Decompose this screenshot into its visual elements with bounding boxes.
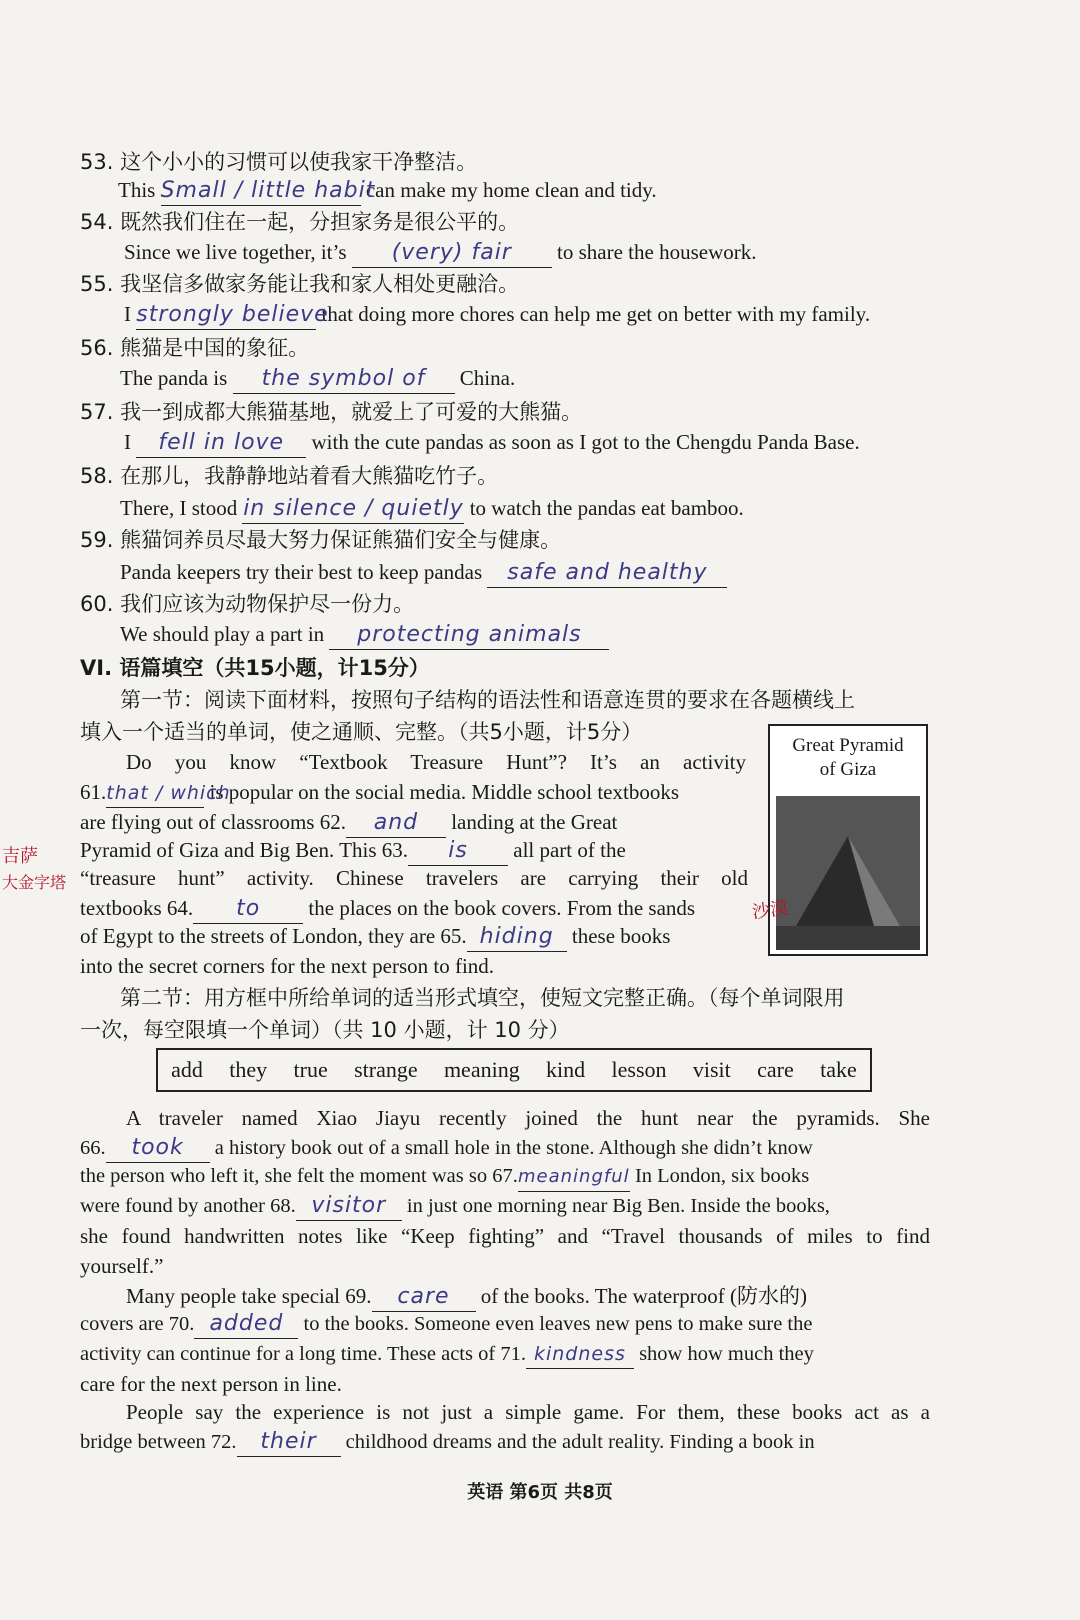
answer-blank-57: fell in love	[136, 428, 306, 458]
p1-line4: Pyramid of Giza and Big Ben. This 63. is all part of the	[80, 836, 760, 866]
p2-line1: A traveler named Xiao Jiayu recently joined the hunt near the pyramids. She	[126, 1106, 930, 1130]
p3-line3: activity can continue for a long time. These acts of 71. kindness show how much they	[80, 1340, 960, 1369]
p2-line4: were found by another 68. visitor in just one morning near Big Ben. Inside the books,	[80, 1192, 960, 1221]
answer-blank-55: strongly believe	[136, 300, 316, 330]
answer-blank-67: meaningful	[518, 1162, 630, 1192]
item-58-chinese: 58. 在那儿，我静静地站着看大熊猫吃竹子。	[80, 464, 499, 488]
item-53-english: This Small / little habit can make my home clean and tidy.	[118, 176, 998, 206]
p3-line1: Many people take special 69. care of the books. The waterproof (防水的)	[126, 1282, 946, 1312]
pyramid-illustration	[776, 796, 920, 950]
page-footer: 英语 第6页 共8页	[467, 1482, 613, 1503]
word-box-item: meaning	[443, 1057, 520, 1082]
item-56-chinese: 56. 熊猫是中国的象征。	[80, 336, 310, 360]
answer-blank-64: to	[193, 894, 303, 924]
part1-instructions-line1: 第一节：阅读下面材料，按照句子结构的语法性和语意连贯的要求在各题横线上	[120, 688, 855, 712]
answer-blank-71: kindness	[526, 1340, 634, 1369]
item-55-chinese: 55. 我坚信多做家务能让我和家人相处更融洽。	[80, 272, 520, 296]
p1-line1: Do you know “Textbook Treasure Hunt”? It’s an activity	[126, 750, 746, 774]
answer-blank-53: Small / little habit	[161, 176, 361, 206]
p1-line5: “treasure hunt” activity. Chinese travelers are carrying their old	[80, 866, 748, 890]
p2-line5: she found handwritten notes like “Keep fighting” and “Travel thousands of miles to find	[80, 1224, 930, 1248]
p1-line6: textbooks 64. to the places on the book covers. From the sands	[80, 894, 760, 924]
p3-line2: covers are 70. added to the books. Someone even leaves new pens to make sure the	[80, 1310, 960, 1339]
item-58-english: There, I stood in silence / quietly to watch the pandas eat bamboo.	[120, 494, 1000, 524]
answer-blank-66: took	[106, 1134, 210, 1163]
p2-line6: yourself.”	[80, 1254, 164, 1278]
section-heading: VI. 语篇填空（共15小题，计15分）	[80, 656, 430, 680]
item-60-english: We should play a part in protecting animals	[120, 620, 1000, 650]
word-box-item: care	[757, 1057, 794, 1082]
item-53-chinese: 53. 这个小小的习惯可以使我家干净整洁。	[80, 150, 478, 174]
part2-instructions-line1: 第二节：用方框中所给单词的适当形式填空，使短文完整正确。（每个单词限用	[120, 986, 845, 1010]
item-57-english: I fell in love with the cute pandas as soon as I got to the Chengdu Panda Base.	[124, 428, 1004, 458]
p2-line3: the person who left it, she felt the moment was so 67.meaningful In London, six books	[80, 1162, 960, 1192]
p1-line8: into the secret corners for the next person to find.	[80, 954, 495, 978]
word-box-item: strange	[354, 1057, 418, 1082]
answer-blank-63: is	[408, 836, 508, 866]
word-box-item: visit	[692, 1057, 731, 1082]
item-55-english: I strongly believe that doing more chores can help me get on better with my family.	[124, 300, 1004, 330]
item-59-english: Panda keepers try their best to keep pandas safe and healthy	[120, 558, 1000, 588]
item-54-chinese: 54. 既然我们住在一起，分担家务是很公平的。	[80, 210, 520, 234]
margin-note-right: 沙漠	[750, 897, 790, 924]
item-57-chinese: 57. 我一到成都大熊猫基地，就爱上了可爱的大熊猫。	[80, 400, 583, 424]
answer-blank-56: the symbol of	[233, 364, 455, 394]
item-54-english: Since we live together, it’s (very) fair to share the housework.	[124, 238, 1004, 268]
word-box-item: true	[293, 1057, 328, 1082]
p4-line2: bridge between 72. their childhood dreams and the adult reality. Finding a book in	[80, 1428, 960, 1457]
word-box-item: lesson	[611, 1057, 667, 1082]
answer-blank-59: safe and healthy	[487, 558, 727, 588]
item-56-english: The panda is the symbol of China.	[120, 364, 1000, 394]
p4-line1: People say the experience is not just a simple game. For them, these books act as a	[126, 1400, 930, 1424]
answer-blank-65: hiding	[467, 922, 567, 952]
p1-line3: are flying out of classrooms 62. and landing at the Great	[80, 808, 760, 838]
word-box-item: kind	[546, 1057, 586, 1082]
answer-blank-61: that / which	[106, 778, 204, 808]
p1-line7: of Egypt to the streets of London, they are 65. hiding these books	[80, 922, 760, 952]
answer-blank-72: their	[237, 1428, 341, 1457]
word-box-item: they	[229, 1057, 268, 1082]
answer-blank-69: care	[372, 1282, 476, 1312]
answer-blank-58: in silence / quietly	[242, 494, 464, 524]
answer-blank-54: (very) fair	[352, 238, 552, 268]
answer-blank-60: protecting animals	[329, 620, 609, 650]
word-box-item: add	[171, 1057, 203, 1082]
part2-instructions-line2: 一次，每空限填一个单词）（共 10 小题，计 10 分）	[80, 1018, 570, 1042]
image-caption: Great Pyramid of Giza	[792, 735, 904, 780]
answer-blank-62: and	[346, 808, 446, 838]
margin-note-left-2: 大金字塔	[2, 873, 67, 892]
item-60-chinese: 60. 我们应该为动物保护尽一份力。	[80, 592, 415, 616]
margin-note-left-1: 吉萨	[2, 846, 38, 867]
p3-line4: care for the next person in line.	[80, 1372, 342, 1396]
answer-blank-68: visitor	[296, 1192, 402, 1221]
word-box	[156, 1048, 872, 1092]
answer-blank-70: added	[194, 1310, 298, 1339]
word-box-item: take	[820, 1057, 857, 1082]
item-59-chinese: 59. 熊猫饲养员尽最大努力保证熊猫们安全与健康。	[80, 528, 562, 552]
great-pyramid-image	[768, 724, 928, 956]
p1-line2: 61.that / which is popular on the social media. Middle school textbooks	[80, 778, 760, 808]
p2-line2: 66. took a history book out of a small hole in the stone. Although she didn’t know	[80, 1134, 960, 1163]
part1-instructions-line2: 填入一个适当的单词，使之通顺、完整。（共5小题，计5分）	[80, 720, 643, 744]
